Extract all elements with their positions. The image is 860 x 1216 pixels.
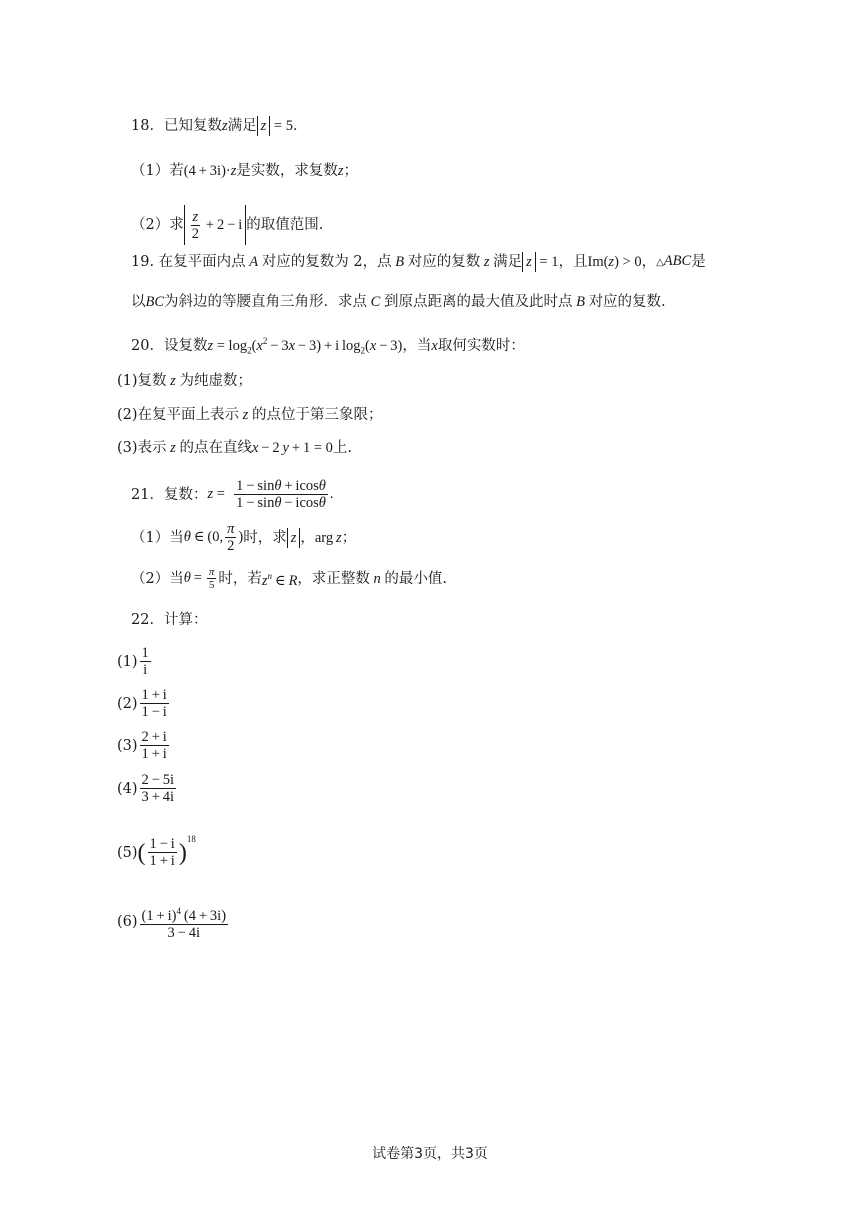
math: Im(z) > 0 xyxy=(587,254,642,270)
text: 为斜边的等腰直角三角形．求点 xyxy=(164,294,368,310)
text: 20．设复数 xyxy=(131,337,208,354)
text: ； xyxy=(341,529,357,546)
text: 为纯虚数； xyxy=(179,373,252,389)
text: （1）当 xyxy=(131,529,184,546)
text: （2）当 xyxy=(131,570,184,587)
text: 满足 xyxy=(493,254,523,270)
text: ，且 xyxy=(558,254,588,270)
math: θ = $\frac{\pi}{5}$ xyxy=(183,566,215,591)
math: B xyxy=(391,254,408,270)
text: ，当 xyxy=(402,337,432,354)
text: 满足 xyxy=(227,118,257,134)
math: x − 2 y + 1 = 0 xyxy=(251,440,333,456)
text: （2）求 xyxy=(131,217,184,233)
problem-18-stem xyxy=(131,116,307,136)
text: (3)表示 xyxy=(117,440,167,456)
item-label: (1) xyxy=(117,653,138,670)
problem-22-item-6 xyxy=(117,903,230,941)
math: $\frac{1 + i}{1 - i}$ xyxy=(141,687,167,720)
math: z xyxy=(287,528,301,548)
text: ． xyxy=(292,118,308,134)
problem-20-item-1 xyxy=(117,371,252,391)
problem-22-item-4 xyxy=(117,772,178,805)
math: A xyxy=(245,254,262,270)
page-footer: 试卷第3页，共3页 xyxy=(372,1146,488,1162)
math: BC xyxy=(145,294,165,310)
text: 的取值范围. xyxy=(246,217,324,233)
math: n xyxy=(369,570,385,587)
math: $\frac{z}{2}$ + 2 − i xyxy=(184,205,247,245)
math: $\frac{2 + i}{1 + i}$ xyxy=(141,729,167,762)
text: ； xyxy=(343,163,359,179)
math: △ABC xyxy=(656,253,692,269)
problem-22-stem xyxy=(131,610,207,630)
math: z xyxy=(221,118,228,134)
text: ， xyxy=(641,254,657,270)
math: z = 5 xyxy=(257,116,293,136)
problem-22-item-3 xyxy=(117,729,171,762)
math: x xyxy=(431,337,438,354)
math: z xyxy=(239,407,252,423)
text: ， xyxy=(300,529,315,546)
text: 的最小值. xyxy=(384,570,448,587)
text: （1）若 xyxy=(131,163,184,179)
text: 的点在直线 xyxy=(179,440,252,456)
math: $z = \log_2(x^2 - 3x - 3) + i$ $\log_2(x - 3)$ xyxy=(207,336,403,356)
math: $\frac{(1 + i)^4 (4 + 3i)}{3 - 4i}$ xyxy=(140,903,229,941)
text: 是实数，求复数 xyxy=(236,163,338,179)
math: $z^n$ ∈ R xyxy=(261,571,298,589)
problem-22-item-1 xyxy=(117,645,153,678)
problem-18-part-1 xyxy=(131,161,358,181)
text: 18．已知复数 xyxy=(131,118,222,134)
math: $\frac{1}{i}$ xyxy=(141,645,149,678)
problem-20-stem xyxy=(131,331,525,361)
item-label: (4) xyxy=(117,780,138,797)
item-label: (6) xyxy=(117,913,138,930)
math: ( $\frac{1 - i}{1 + i}$ ) $^{18}$ xyxy=(137,833,196,869)
problem-19-line-2 xyxy=(131,292,666,312)
text: 时，若 xyxy=(218,570,262,587)
problem-21-part-2 xyxy=(131,566,447,591)
math: $\frac{2 - 5i}{3 + 4i}$ xyxy=(141,772,175,805)
problem-22-item-2 xyxy=(117,687,171,720)
math: (4 + 3i)·z xyxy=(183,163,237,179)
text: 对应的复数 xyxy=(407,254,481,270)
text: 22．计算： xyxy=(131,612,208,628)
problem-21-part-1 xyxy=(131,521,356,554)
text: (1)复数 xyxy=(117,373,167,389)
item-label: (5) xyxy=(117,844,138,861)
math: z xyxy=(166,440,180,456)
problem-19-line-1 xyxy=(131,251,706,273)
math: B xyxy=(572,294,589,310)
problem-18-part-2 xyxy=(131,205,323,245)
item-label: (2) xyxy=(117,695,138,712)
text: 19. 在复平面内点 xyxy=(131,254,246,270)
text: 到原点距离的最大值及此时点 xyxy=(383,294,573,310)
text: (2)在复平面上表示 xyxy=(117,407,240,423)
problem-20-item-3 xyxy=(117,438,352,458)
text: 的点位于第三象限； xyxy=(251,407,383,423)
math: C xyxy=(367,294,384,310)
problem-20-item-2 xyxy=(117,405,382,425)
math: z xyxy=(337,163,344,179)
text: 时，求 xyxy=(243,529,287,546)
math: arg z xyxy=(314,529,342,546)
math: z = $\frac{1 - \sin\theta + icos\theta}{1 - \sin\theta - icos\theta}$ . xyxy=(207,478,334,511)
text: ，求正整数 xyxy=(297,570,370,587)
text: 上. xyxy=(332,440,352,456)
math: θ ∈ (0, $\frac{\pi}{2}$ ) xyxy=(183,521,244,554)
text: 是 xyxy=(691,254,706,270)
problem-21-stem xyxy=(131,478,334,511)
text: 对应的复数. xyxy=(588,294,666,310)
math: z = 1 xyxy=(522,252,558,272)
math: z xyxy=(480,254,494,270)
text: 对应的复数为 2，点 xyxy=(261,254,392,270)
math: z xyxy=(166,373,180,389)
problem-22-item-5 xyxy=(117,833,196,869)
text: 21．复数： xyxy=(131,486,208,503)
text: 以 xyxy=(131,294,146,310)
text: 取何实数时： xyxy=(437,337,525,354)
item-label: (3) xyxy=(117,737,138,754)
